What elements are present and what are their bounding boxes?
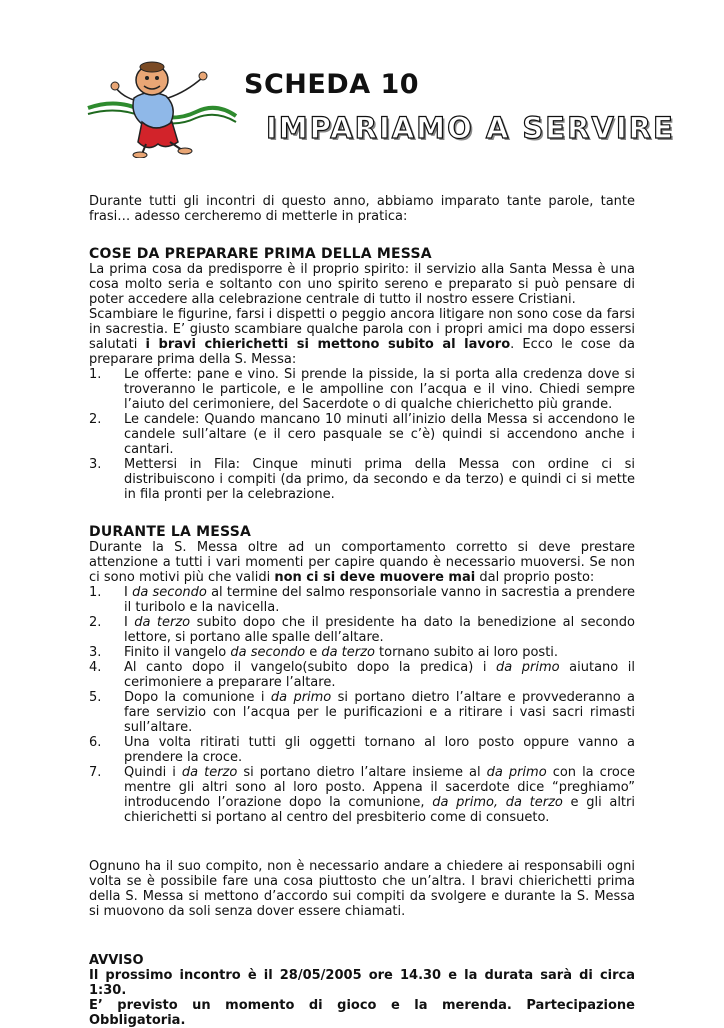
bold-emphasis: non ci si deve muovere mai — [274, 570, 476, 585]
during-list — [89, 585, 635, 825]
prepare-paragraph-1: La prima cosa da predisporre è il proprio spirito: il servizio alla Santa Messa è una cosa molto seria e soltanto con uno spirito sereno e preparato si può pensare di poter accedere alla celebrazione centrale di tutto il nostro essere Cristiani. — [89, 262, 635, 307]
bold-emphasis: i bravi chierichetti si mettono subito al lavoro — [145, 337, 511, 352]
list-item: 3. Finito il vangelo da secondo e da terzo tornano subito ai loro posti. — [89, 645, 559, 660]
list-item: 3. Mettersi in Fila: Cinque minuti prima della Messa con ordine ci si distribuiscono i compiti (da primo, da secondo e da terzo) e quindi ci si mette in fila pronti per la celebrazione. — [89, 457, 635, 502]
document-title: SCHEDA 10 — [244, 69, 420, 100]
prepare-list — [89, 367, 635, 502]
during-paragraph: Durante la S. Messa oltre ad un comportamento corretto si deve prestare attenzione a tutti i vari momenti per capire quando è necessario muoversi. Se non ci sono motivi più che validi non ci si deve muovere mai dal proprio posto: — [89, 540, 635, 585]
list-item: 2. I da terzo subito dopo che il presidente ha dato la benedizione al secondo lettore, si portano alle spalle dell’altare. — [89, 615, 635, 645]
list-item: 1. I da secondo al termine del salmo responsoriale vanno in sacrestia a prendere il turibolo e la navicella. — [89, 585, 636, 615]
notice-line-1: Il prossimo incontro è il 28/05/2005 ore 14.30 e la durata sarà di circa 1:30. — [89, 968, 635, 998]
header — [86, 58, 675, 158]
list-item: 4. Al canto dopo il vangelo(subito dopo la predica) i da primo aiutano il cerimoniere a preparare l’altare. — [89, 660, 635, 690]
prepare-paragraph-2: Scambiare le figurine, farsi i dispetti o peggio ancora litigare non sono cose da farsi in sacrestia. E’ giusto scambiare qualche parola con i propri amici ma dopo essersi salutati i bravi chierichetti si mettono subito al lavoro. Ecco le cose da preparare prima della S. Messa: — [89, 307, 635, 367]
document-subtitle: IMPARIAMO A SERVIRE — [266, 111, 675, 145]
notice-line-2: E’ previsto un momento di gioco e la merenda. Partecipazione Obbligatoria. — [89, 998, 635, 1028]
list-item: 1. Le offerte: pane e vino. Si prende la pisside, la si porta alla credenza dove si troveranno le particole, e le ampolline con l’acqua e il vino. Chiedi sempre l’aiuto del cerimoniere, del Sacerdote o di qualche chierichetto più grande. — [89, 367, 635, 412]
list-item: 7. Quindi i da terzo si portano dietro l’altare insieme al da primo con la croce mentre gli altri sono al loro posto. Appena il sacerdote dice “preghiamo” introducendo l’orazione dopo la comunione, da primo, da terzo e gli altri chierichetti si portano al centro del presbiterio come di consueto. — [89, 765, 635, 825]
notice-label: AVVISO — [89, 953, 144, 968]
list-item: 6. Una volta ritirati tutti gli oggetti tornano al loro posto oppure vanno a prendere la croce. — [89, 735, 635, 765]
section-heading-prepare: COSE DA PREPARARE PRIMA DELLA MESSA — [89, 246, 432, 262]
mascot-illustration — [86, 58, 238, 158]
document-body — [89, 194, 635, 1028]
list-item: 5. Dopo la comunione i da primo si portano dietro l’altare e provvederanno a fare servizio con l’acqua per le purificazioni e a ritirare i vasi sacri rimasti sull’altare. — [89, 690, 635, 735]
intro-paragraph: Durante tutti gli incontri di questo anno, abbiamo imparato tante parole, tante frasi… adesso cercheremo di metterle in pratica: — [89, 194, 635, 224]
list-item: 2. Le candele: Quando mancano 10 minuti all’inizio della Messa si accendono le candele sull’altare (e il cero pasquale se c’è) quindi si accendono anche i cantari. — [89, 412, 635, 457]
closing-paragraph: Ognuno ha il suo compito, non è necessario andare a chiedere ai responsabili ogni volta se è possibile fare una cosa piuttosto che un’altra. I bravi chierichetti prima della S. Messa si mettono d’accordo sui compiti da svolgere e durante la S. Messa si muovono da soli senza dover essere chiamati. — [89, 859, 635, 919]
section-heading-during: DURANTE LA MESSA — [89, 524, 252, 540]
